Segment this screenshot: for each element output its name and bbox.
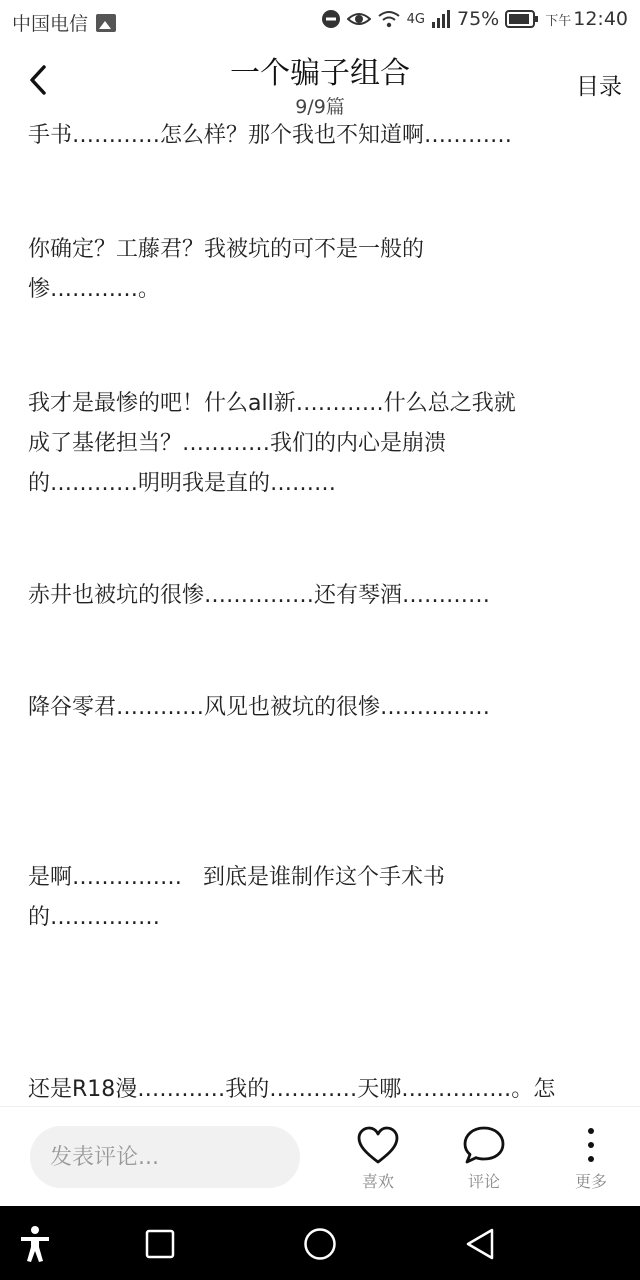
vertical-dots-icon <box>581 1125 601 1165</box>
carrier-label: 中国电信 <box>12 13 89 35</box>
paragraph: 你确定？工藤君？我被坑的可不是一般的 惨…………。 <box>28 237 425 302</box>
system-navigation-bar <box>0 1206 640 1280</box>
paragraph: 我才是最惨的吧！什么all新…………什么总之我就 成了基佬担当？…………我们的内心是崩溃 的…………明明我是直的……… <box>28 391 516 496</box>
article-title: 一个骗子组合 <box>230 56 410 91</box>
accessibility-icon <box>18 1225 52 1263</box>
square-icon <box>145 1229 175 1259</box>
circle-icon <box>303 1227 337 1261</box>
battery-percent: 75% <box>456 8 500 30</box>
paragraph: 是啊…………… 到底是谁制作这个手术书 的…………… <box>28 865 445 930</box>
status-right <box>321 8 628 30</box>
back-nav-button[interactable] <box>460 1224 500 1264</box>
more-button[interactable] <box>551 1125 631 1205</box>
home-button[interactable] <box>300 1224 340 1264</box>
image-notification-icon <box>96 14 116 32</box>
more-label: 更多 <box>574 1172 607 1191</box>
network-type-label: 4G <box>406 11 425 27</box>
do-not-disturb-icon <box>321 9 341 29</box>
table-of-contents-button[interactable]: 目录 <box>576 74 622 100</box>
signal-icon <box>431 10 451 28</box>
paragraph: 手书…………怎么样？那个我也不知道啊………… <box>28 123 513 148</box>
paragraph: 降谷零君…………风见也被坑的很惨…………… <box>28 695 491 720</box>
time-prefix: 下午 <box>545 13 572 29</box>
accessibility-button[interactable] <box>15 1224 55 1264</box>
like-button[interactable] <box>338 1125 418 1205</box>
comment-input[interactable] <box>30 1126 300 1188</box>
article-content <box>28 116 618 1106</box>
status-bar <box>0 0 640 44</box>
recent-apps-button[interactable] <box>140 1224 180 1264</box>
comment-button[interactable] <box>444 1125 524 1205</box>
comment-label: 评论 <box>467 1172 500 1191</box>
heart-icon <box>356 1125 400 1165</box>
speech-bubble-icon <box>462 1125 506 1165</box>
triangle-back-icon <box>464 1227 496 1261</box>
reader-header <box>0 44 640 120</box>
eye-comfort-icon <box>347 10 371 28</box>
battery-icon <box>505 10 539 28</box>
wifi-icon <box>377 10 401 28</box>
paragraph: 还是R18漫…………我的…………天哪……………。怎 <box>28 1077 556 1102</box>
chapter-progress: 9/9篇 <box>295 96 345 118</box>
like-label: 喜欢 <box>361 1172 394 1191</box>
action-bar <box>0 1106 640 1207</box>
paragraph: 赤井也被坑的很惨……………还有琴酒………… <box>28 583 491 608</box>
clock: 12:40 <box>573 8 628 30</box>
status-left <box>12 9 116 36</box>
